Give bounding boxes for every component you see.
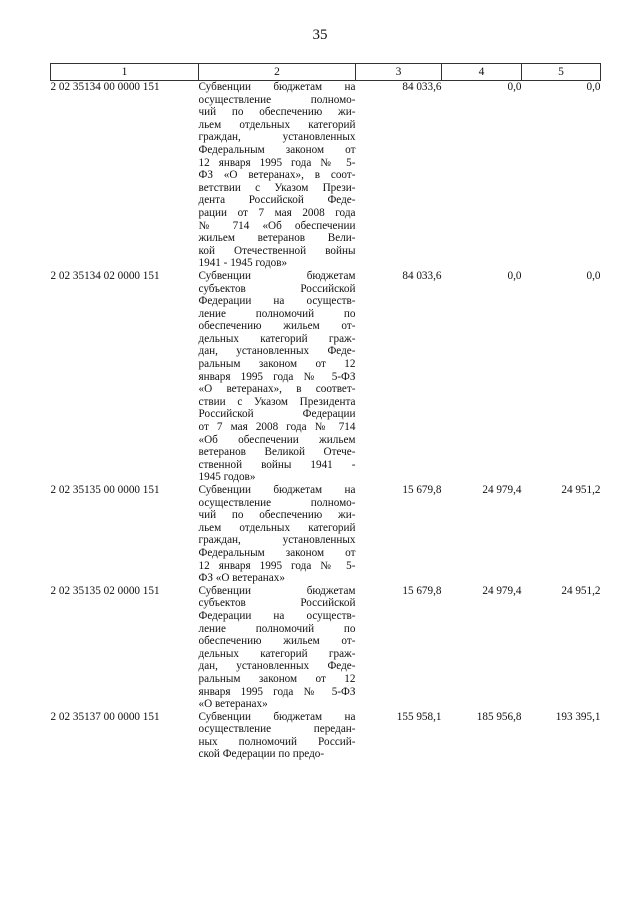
- description-line: граждан, установленных: [198, 534, 356, 547]
- description-line: Субвенции бюджетам на: [198, 484, 356, 496]
- description-line: чий по обеспечению жи-: [198, 509, 356, 522]
- description-line: 1941 - 1945 годов»: [198, 257, 288, 270]
- table-row: [51, 711, 601, 761]
- description-line: субъектов Российской: [198, 282, 356, 295]
- budget-code: 2 02 35135 00 0000 151: [50, 484, 160, 496]
- column-header-1: 1: [51, 64, 199, 81]
- description-line: дельных категорий граж-: [198, 332, 356, 345]
- amount-col-4: 24 979,4: [482, 484, 522, 496]
- description-line: 1945 годов»: [198, 471, 256, 484]
- column-header-row: [51, 64, 601, 81]
- description-line: № 714 «Об обеспечении: [198, 219, 356, 232]
- description-line: 12 января 1995 года № 5-: [198, 156, 356, 169]
- amount-col-4: 0,0: [507, 269, 522, 282]
- row-description: [199, 270, 356, 484]
- description-line: ление полномочий по: [198, 622, 356, 635]
- description-line: января 1995 года № 5-ФЗ: [198, 370, 356, 383]
- amount-col-5: 0,0: [586, 269, 601, 282]
- description-line: обеспечению жильем от-: [198, 320, 356, 333]
- description-line: дан, установленных Феде-: [198, 345, 356, 358]
- budget-code: 2 02 35137 00 0000 151: [50, 710, 160, 723]
- budget-table: [50, 63, 601, 761]
- row-description: [199, 484, 356, 585]
- description-line: ных полномочий Россий-: [198, 735, 356, 748]
- description-line: ральным законом от 12: [198, 672, 356, 685]
- table-row: [51, 270, 601, 484]
- amount-col-4: 0,0: [507, 81, 522, 93]
- description-line: субъектов Российской: [198, 597, 356, 610]
- description-line: обеспечению жильем от-: [198, 635, 356, 648]
- description-line: Российской Федерации: [198, 408, 356, 421]
- description-line: ление полномочий по: [198, 307, 356, 320]
- description-line: Субвенции бюджетам на: [198, 710, 356, 723]
- description-line: Федерации на осуществ-: [198, 609, 356, 622]
- description-line: ральным законом от 12: [198, 358, 356, 371]
- description-line: «О ветеранах», в соответ-: [198, 383, 356, 396]
- description-line: рации от 7 мая 2008 года: [198, 206, 356, 219]
- description-line: льем отдельных категорий: [198, 118, 356, 131]
- description-line: дента Российской Феде-: [198, 194, 356, 207]
- description-line: Субвенции бюджетам на: [198, 81, 356, 93]
- description-line: граждан, установленных: [198, 131, 356, 144]
- description-line: ствии с Указом Президента: [198, 395, 356, 408]
- amount-col-5: 193 395,1: [555, 710, 601, 723]
- budget-code: 2 02 35135 02 0000 151: [50, 584, 160, 597]
- column-header-4: 4: [442, 64, 522, 81]
- description-line: 12 января 1995 года № 5-: [198, 559, 356, 572]
- description-line: ветеранов Великой Отече-: [198, 446, 356, 459]
- amount-col-3: 84 033,6: [402, 269, 442, 282]
- amount-col-5: 24 951,2: [561, 584, 601, 597]
- description-line: ФЗ «О ветеранах», в соот-: [198, 169, 356, 182]
- amount-col-4: 24 979,4: [482, 584, 522, 597]
- description-line: Субвенции бюджетам: [198, 584, 356, 597]
- table-row: [51, 585, 601, 711]
- description-line: льем отдельных категорий: [198, 521, 356, 534]
- description-line: от 7 мая 2008 года № 714: [198, 421, 356, 434]
- budget-code: 2 02 35134 00 0000 151: [50, 81, 160, 93]
- description-line: жильем ветеранов Вели-: [198, 232, 356, 245]
- description-line: ФЗ «О ветеранах»: [198, 572, 285, 585]
- description-line: «О ветеранах»: [198, 698, 268, 711]
- amount-col-3: 15 679,8: [402, 584, 442, 597]
- amount-col-3: 155 958,1: [396, 710, 442, 723]
- amount-col-5: 0,0: [586, 81, 601, 93]
- amount-col-3: 15 679,8: [402, 484, 442, 496]
- description-line: Федеральным законом от: [198, 143, 356, 156]
- description-line: ственной войны 1941 -: [198, 458, 356, 471]
- page-number: 35: [312, 27, 328, 43]
- description-line: осуществление передан-: [198, 723, 356, 736]
- description-line: января 1995 года № 5-ФЗ: [198, 685, 356, 698]
- table-row: [51, 81, 601, 270]
- description-line: осуществление полномо-: [198, 93, 356, 106]
- description-line: чий по обеспечению жи-: [198, 106, 356, 119]
- budget-code: 2 02 35134 02 0000 151: [50, 269, 160, 282]
- column-header-3: 3: [356, 64, 442, 81]
- description-line: дан, установленных Феде-: [198, 660, 356, 673]
- description-line: дельных категорий граж-: [198, 647, 356, 660]
- description-line: ской Федерации по предо-: [198, 748, 325, 761]
- description-line: осуществление полномо-: [198, 496, 356, 509]
- description-line: Федеральным законом от: [198, 546, 356, 559]
- row-description: [199, 585, 356, 711]
- row-description: [199, 711, 356, 761]
- description-line: «Об обеспечении жильем: [198, 433, 356, 446]
- amount-col-3: 84 033,6: [402, 81, 442, 93]
- description-line: Федерации на осуществ-: [198, 295, 356, 308]
- description-line: ветствии с Указом Прези-: [198, 181, 356, 194]
- amount-col-5: 24 951,2: [561, 484, 601, 496]
- column-header-2: 2: [199, 64, 356, 81]
- description-line: кой Отечественной войны: [198, 244, 356, 257]
- table-body: [51, 81, 601, 762]
- description-line: Субвенции бюджетам: [198, 269, 356, 282]
- table-row: [51, 484, 601, 585]
- column-header-5: 5: [522, 64, 601, 81]
- amount-col-4: 185 956,8: [476, 710, 522, 723]
- row-description: [199, 81, 356, 270]
